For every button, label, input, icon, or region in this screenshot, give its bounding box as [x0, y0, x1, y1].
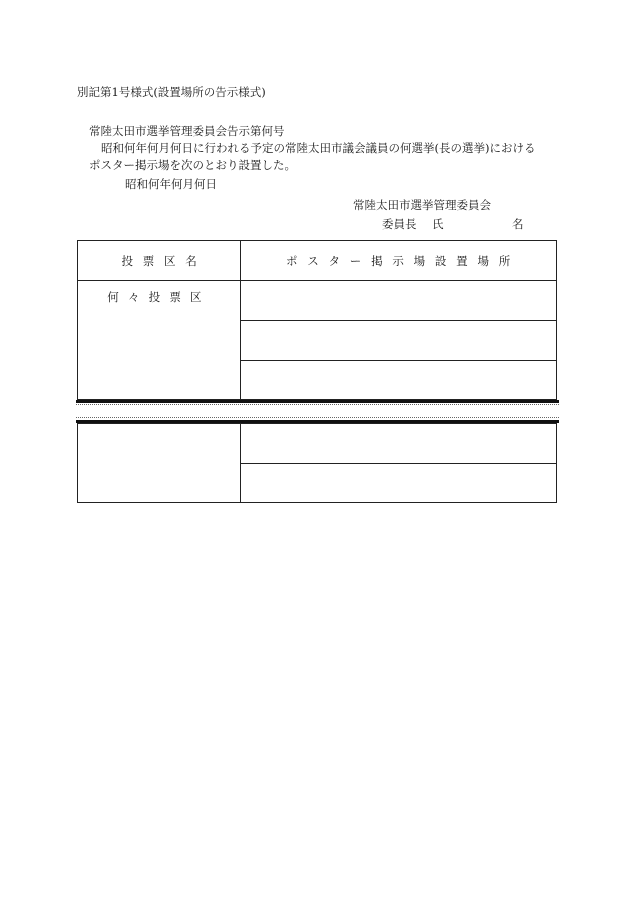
- form-label: 別記第1号様式(設置場所の告示様式): [77, 85, 266, 99]
- notice-number: 常陸太田市選挙管理委員会告示第何号: [89, 124, 285, 138]
- row-divider: [240, 320, 556, 321]
- notice-date: 昭和何年何月何日: [125, 177, 217, 191]
- notice-body-line-2: ポスター掲示場を次のとおり設置した。: [89, 158, 296, 172]
- header-location: ポスター掲示場設置場所: [285, 254, 521, 268]
- row-divider: [240, 463, 556, 464]
- section-break-line: [76, 400, 559, 403]
- poster-location-table-top: [77, 240, 557, 400]
- row-divider: [240, 360, 556, 361]
- chairman-name-shi: 氏: [432, 217, 444, 231]
- committee-name: 常陸太田市選挙管理委員会: [353, 198, 491, 212]
- chairman-name-mei: 名: [512, 217, 524, 231]
- poster-location-table-bottom: [77, 423, 557, 503]
- section-break-thin-line: [76, 404, 559, 405]
- header-district: 投票区名: [121, 254, 207, 268]
- section-break-thin-line: [76, 417, 559, 418]
- district-name-cell: 何々投票区: [107, 290, 211, 304]
- notice-body-line-1: 昭和何年何月何日に行われる予定の常陸太田市議会議員の何選挙(長の選挙)における: [101, 141, 536, 155]
- chairman-title: 委員長: [382, 217, 417, 231]
